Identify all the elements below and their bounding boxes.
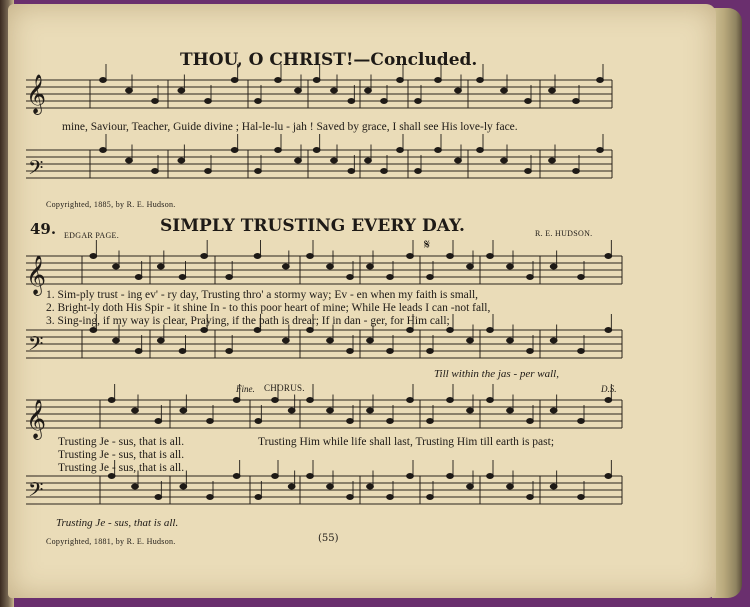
verse-1: 1. Sim-ply trust - ing ev' - ry day, Trusting thro' a stormy way; Ev - en when my faith is small, bbox=[46, 289, 479, 301]
note-head bbox=[255, 169, 262, 174]
note-head bbox=[467, 338, 474, 343]
note-head bbox=[549, 158, 556, 163]
note-head bbox=[135, 349, 142, 354]
verse-3: 3. Sing-ing, if my way is clear, Praying, if the path is drear; If in dan - ger, for Him call; bbox=[46, 315, 450, 327]
note-head bbox=[132, 484, 139, 489]
refrain-line-1: Trusting Je - sus, that is all. bbox=[58, 436, 185, 448]
note-head bbox=[179, 275, 186, 280]
note-head bbox=[113, 338, 120, 343]
note-head bbox=[178, 88, 185, 93]
note-head bbox=[313, 148, 320, 153]
note-head bbox=[282, 264, 289, 269]
refrain-line-2: Trusting Je - sus, that is all. bbox=[58, 449, 185, 461]
note-head bbox=[255, 495, 262, 500]
verse-2: 2. Bright-ly doth His Spir - it shine In - to this poor heart of mine; While He leads I can -not fall, bbox=[46, 302, 491, 314]
note-head bbox=[407, 328, 414, 333]
note-head bbox=[477, 148, 484, 153]
note-head bbox=[178, 158, 185, 163]
note-head bbox=[397, 148, 404, 153]
note-head bbox=[527, 419, 534, 424]
note-head bbox=[435, 78, 442, 83]
note-head bbox=[597, 78, 604, 83]
note-head bbox=[447, 254, 454, 259]
note-head bbox=[487, 474, 494, 479]
note-head bbox=[226, 275, 233, 280]
note-head bbox=[381, 169, 388, 174]
note-head bbox=[550, 338, 557, 343]
bass-clef-icon: 𝄢 bbox=[28, 156, 44, 184]
note-head bbox=[605, 474, 612, 479]
note-head bbox=[205, 99, 212, 104]
note-head bbox=[331, 88, 338, 93]
note-head bbox=[282, 338, 289, 343]
note-head bbox=[525, 99, 532, 104]
note-head bbox=[275, 148, 282, 153]
note-head bbox=[427, 275, 434, 280]
note-head bbox=[113, 264, 120, 269]
note-head bbox=[347, 419, 354, 424]
note-head bbox=[275, 78, 282, 83]
hymn-number: 49. bbox=[30, 220, 57, 238]
note-head bbox=[157, 338, 164, 343]
note-head bbox=[527, 495, 534, 500]
note-head bbox=[255, 99, 262, 104]
ds-mark: D.S. bbox=[601, 384, 617, 394]
note-head bbox=[605, 398, 612, 403]
note-head bbox=[387, 495, 394, 500]
top-lyric-line: mine, Saviour, Teacher, Guide divine ; Hal-le-lu - jah ! Saved by grace, I shall see His love-ly face. bbox=[62, 121, 518, 133]
music-credit: R. E. HUDSON. bbox=[535, 229, 593, 238]
segno-icon: 𝄋 bbox=[424, 237, 431, 253]
note-head bbox=[313, 78, 320, 83]
fine-mark: Fine. bbox=[236, 384, 255, 394]
note-head bbox=[407, 254, 414, 259]
note-head bbox=[387, 275, 394, 280]
note-head bbox=[427, 349, 434, 354]
note-head bbox=[155, 419, 162, 424]
note-head bbox=[331, 158, 338, 163]
note-head bbox=[367, 338, 374, 343]
note-head bbox=[487, 328, 494, 333]
alto-lyric: Till within the jas - per wall, bbox=[434, 368, 559, 380]
note-head bbox=[272, 398, 279, 403]
note-head bbox=[288, 408, 295, 413]
note-head bbox=[573, 99, 580, 104]
note-head bbox=[180, 408, 187, 413]
note-head bbox=[525, 169, 532, 174]
note-head bbox=[254, 328, 261, 333]
bass-refrain: Trusting Je - sus, that is all. bbox=[56, 517, 179, 529]
note-head bbox=[207, 495, 214, 500]
words-credit: EDGAR PAGE. bbox=[64, 231, 120, 240]
note-head bbox=[467, 484, 474, 489]
note-head bbox=[597, 148, 604, 153]
note-head bbox=[435, 148, 442, 153]
refrain-line-3: Trusting Je - sus, that is all. bbox=[58, 462, 185, 474]
note-head bbox=[507, 338, 514, 343]
note-head bbox=[307, 398, 314, 403]
note-head bbox=[507, 408, 514, 413]
note-head bbox=[381, 99, 388, 104]
note-head bbox=[231, 148, 238, 153]
treble-clef-icon: 𝄞 bbox=[26, 255, 47, 295]
note-head bbox=[605, 328, 612, 333]
note-head bbox=[549, 88, 556, 93]
note-head bbox=[527, 349, 534, 354]
note-head bbox=[550, 408, 557, 413]
note-head bbox=[108, 398, 115, 403]
note-head bbox=[467, 408, 474, 413]
note-head bbox=[327, 484, 334, 489]
note-head bbox=[135, 275, 142, 280]
note-head bbox=[90, 254, 97, 259]
note-head bbox=[365, 88, 372, 93]
note-head bbox=[327, 408, 334, 413]
note-head bbox=[550, 484, 557, 489]
treble-clef-icon: 𝄞 bbox=[26, 399, 47, 439]
treble-clef-icon: 𝄞 bbox=[26, 74, 47, 114]
note-head bbox=[347, 349, 354, 354]
note-head bbox=[207, 419, 214, 424]
note-head bbox=[501, 158, 508, 163]
note-head bbox=[367, 408, 374, 413]
note-head bbox=[455, 158, 462, 163]
note-head bbox=[126, 88, 133, 93]
note-head bbox=[307, 254, 314, 259]
note-head bbox=[477, 78, 484, 83]
hymn-title: SIMPLY TRUSTING EVERY DAY. bbox=[160, 216, 465, 236]
note-head bbox=[397, 78, 404, 83]
note-head bbox=[447, 474, 454, 479]
note-head bbox=[415, 99, 422, 104]
note-head bbox=[100, 78, 107, 83]
copyright-bottom: Copyrighted, 1881, by R. E. Hudson. bbox=[46, 537, 176, 546]
page-title: THOU, O CHRIST!—Concluded. bbox=[180, 50, 478, 70]
note-head bbox=[455, 88, 462, 93]
note-head bbox=[487, 398, 494, 403]
note-head bbox=[447, 398, 454, 403]
note-head bbox=[527, 275, 534, 280]
note-head bbox=[387, 419, 394, 424]
note-head bbox=[507, 484, 514, 489]
note-head bbox=[295, 158, 302, 163]
page-number: (55) bbox=[318, 533, 339, 544]
note-head bbox=[367, 484, 374, 489]
note-head bbox=[573, 169, 580, 174]
note-head bbox=[288, 484, 295, 489]
note-head bbox=[205, 169, 212, 174]
note-head bbox=[254, 254, 261, 259]
note-head bbox=[179, 349, 186, 354]
note-head bbox=[407, 398, 414, 403]
note-head bbox=[201, 254, 208, 259]
note-head bbox=[152, 169, 159, 174]
note-head bbox=[578, 495, 585, 500]
chorus-lyric: Trusting Him while life shall last, Trusting Him till earth is past; bbox=[258, 436, 555, 448]
note-head bbox=[427, 495, 434, 500]
note-head bbox=[347, 275, 354, 280]
chorus-label: CHORUS. bbox=[264, 383, 305, 393]
note-head bbox=[255, 419, 262, 424]
note-head bbox=[447, 328, 454, 333]
note-head bbox=[550, 264, 557, 269]
note-head bbox=[367, 264, 374, 269]
note-head bbox=[272, 474, 279, 479]
note-head bbox=[348, 99, 355, 104]
note-head bbox=[155, 495, 162, 500]
note-head bbox=[100, 148, 107, 153]
note-head bbox=[295, 88, 302, 93]
bass-clef-icon: 𝄢 bbox=[28, 478, 44, 506]
note-head bbox=[201, 328, 208, 333]
note-head bbox=[605, 254, 612, 259]
note-head bbox=[501, 88, 508, 93]
note-head bbox=[126, 158, 133, 163]
note-head bbox=[132, 408, 139, 413]
note-head bbox=[90, 328, 97, 333]
note-head bbox=[327, 264, 334, 269]
note-head bbox=[226, 349, 233, 354]
note-head bbox=[233, 398, 240, 403]
note-head bbox=[578, 419, 585, 424]
note-head bbox=[427, 419, 434, 424]
copyright-top: Copyrighted, 1885, by R. E. Hudson. bbox=[46, 200, 176, 209]
note-head bbox=[507, 264, 514, 269]
note-head bbox=[233, 474, 240, 479]
note-head bbox=[157, 264, 164, 269]
note-head bbox=[180, 484, 187, 489]
note-head bbox=[152, 99, 159, 104]
note-head bbox=[415, 169, 422, 174]
note-head bbox=[467, 264, 474, 269]
note-head bbox=[578, 275, 585, 280]
note-head bbox=[347, 495, 354, 500]
bass-clef-icon: 𝄢 bbox=[28, 332, 44, 360]
note-head bbox=[348, 169, 355, 174]
note-head bbox=[231, 78, 238, 83]
note-head bbox=[487, 254, 494, 259]
note-head bbox=[307, 474, 314, 479]
note-head bbox=[407, 474, 414, 479]
note-head bbox=[365, 158, 372, 163]
note-head bbox=[387, 349, 394, 354]
note-head bbox=[108, 474, 115, 479]
note-head bbox=[578, 349, 585, 354]
note-head bbox=[327, 338, 334, 343]
note-head bbox=[307, 328, 314, 333]
